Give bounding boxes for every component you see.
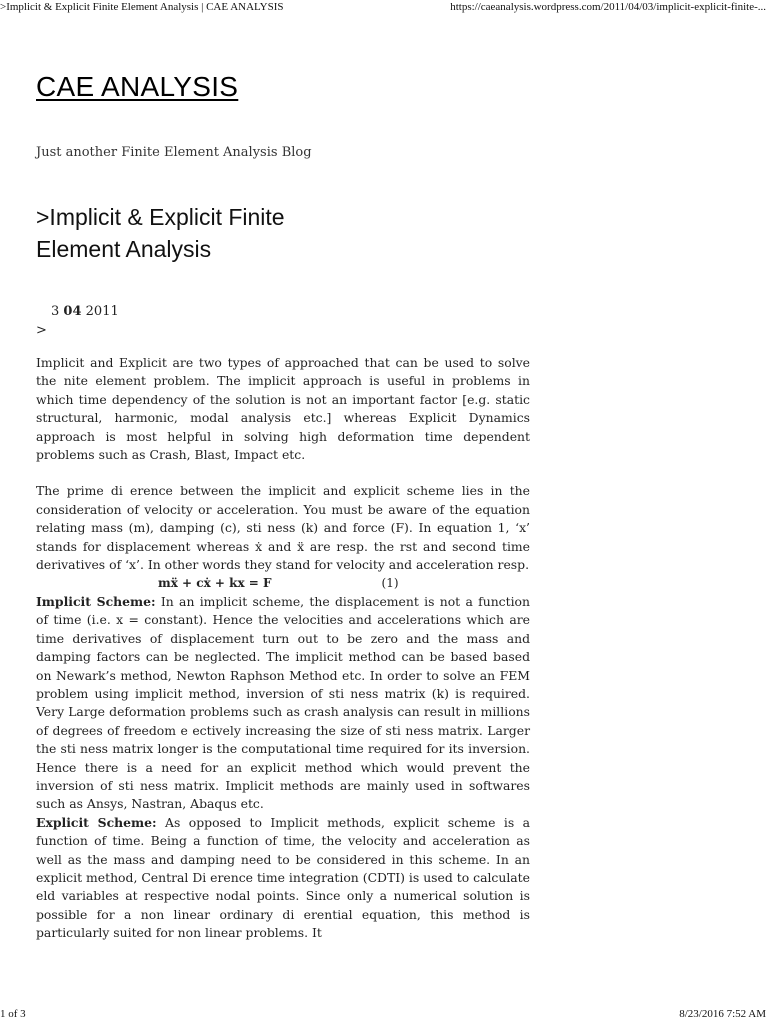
post-date-year: 2011 — [85, 304, 119, 319]
equation-number: (1) — [381, 576, 399, 591]
explicit-scheme-text: As opposed to Implicit methods, explicit scheme is a function of time. Being a function of time, the velocity and acceleration as well as the mass and damping need to be considered in this scheme. In an explicit method, Central Di erence time integration (CDTI) is used to calculate eld variables at respective nodal points. Since only a numerical solution is possible for a non linear ordinary di erential equation, this method is particularly suited for non linear problems. It — [36, 814, 530, 941]
post-date-month: 04 — [63, 304, 82, 319]
print-page-title: >Implicit & Explicit Finite Element Analysis | CAE ANALYSIS — [0, 1, 284, 13]
site-title-link[interactable]: CAE ANALYSIS — [36, 71, 239, 102]
post-body — [36, 354, 530, 943]
explicit-scheme-paragraph — [36, 814, 530, 943]
implicit-scheme-paragraph — [36, 593, 530, 814]
site-tagline: Just another Finite Element Analysis Blog — [36, 145, 312, 160]
post-paragraph: Implicit and Explicit are two types of approached that can be used to solve the nite element problem. The implicit approach is useful in problems in which time dependency of the solution is not an important factor [e.g. static structural, harmonic, modal analysis etc.] whereas Explicit Dynamics approach is most helpful in solving high deformation time dependent problems such as Crash, Blast, Impact etc. — [36, 355, 530, 463]
print-page-url: https://caeanalysis.wordpress.com/2011/04/03/implicit-explicit-finite-... — [450, 1, 766, 13]
equation-formula: mẍ + cẋ + kx = F — [158, 576, 272, 591]
post-paragraph: The prime di erence between the implicit and explicit scheme lies in the consideration of velocity or acceleration. You must be aware of the equation relating mass (m), damping (c), sti ness (k) and force (F). In equation 1, ‘x’ stands for displacement whereas ẋ and ẍ are resp. the rst and second time derivatives of ‘x’. In other words they stand for velocity and acceleration resp. — [36, 483, 530, 573]
print-page-number: 1 of 3 — [0, 1008, 26, 1020]
post-date — [51, 304, 119, 319]
implicit-scheme-heading: Implicit Scheme: — [36, 593, 156, 609]
post-title: >Implicit & Explicit Finite Element Analysis — [36, 204, 285, 262]
implicit-scheme-text: In an implicit scheme, the displacement is not a function of time (i.e. x = constant). Hence the velocities and accelerations which are time derivatives of displacement turn out to be zero and the mass and damping factors can be neglected. The implicit method can be based based on Newark’s method, Newton Raphson Method etc. In order to solve an FEM problem using implicit method, inversion of sti ness matrix (k) is required. Very Large deformation problems such as crash analysis can result in millions of degrees of freedom e ectively increasing the size of sti ness matrix. Larger the sti ness matrix longer is the computational time required for its inversion. Hence there is a need for an explicit method which would prevent the inversion of sti ness matrix. Implicit methods are mainly used in softwares such as Ansys, Nastran, Abaqus etc. — [36, 593, 530, 812]
post-meta-marker: > — [36, 323, 47, 338]
print-header — [0, 0, 768, 18]
equation-line — [36, 574, 530, 592]
explicit-scheme-heading: Explicit Scheme: — [36, 814, 157, 830]
print-datetime: 8/23/2016 7:52 AM — [679, 1008, 766, 1020]
post-date-day: 3 — [51, 304, 60, 319]
print-footer — [0, 1006, 768, 1024]
